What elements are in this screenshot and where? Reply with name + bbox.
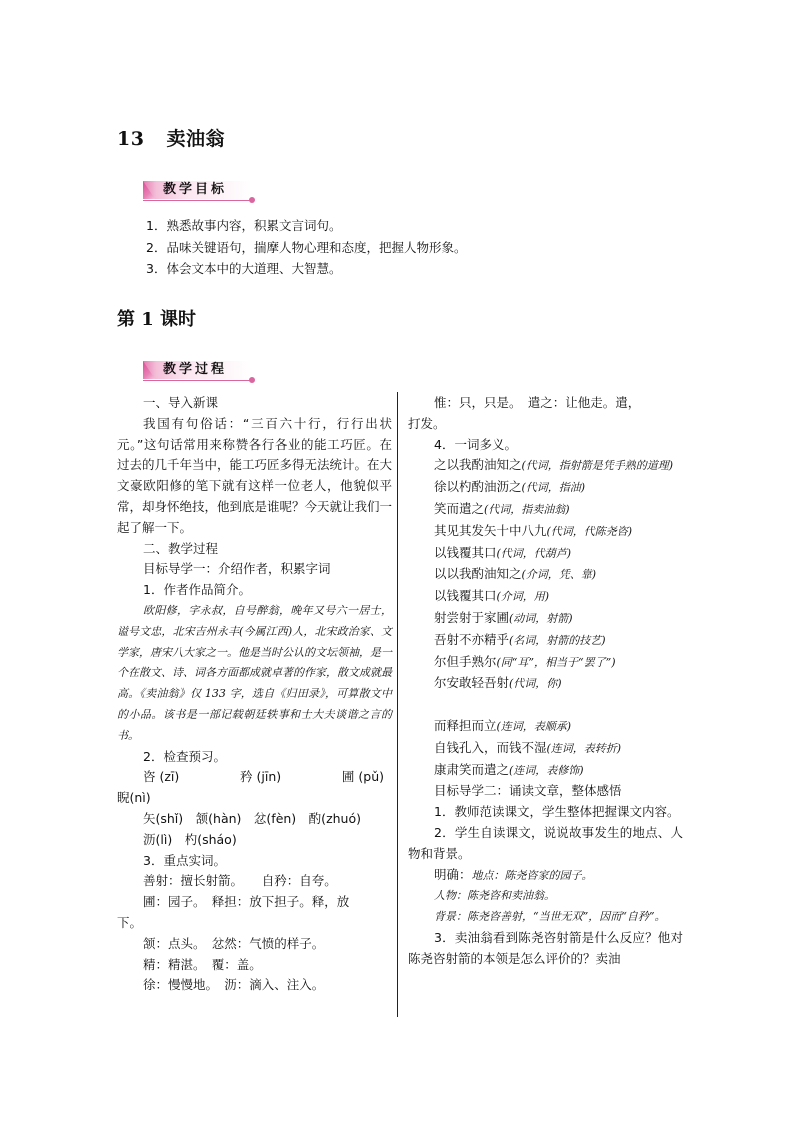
goals-badge [143,181,255,203]
period-title: 第 1 课时 [117,309,197,330]
polysemy-note: (连词，表顺承) [496,719,572,733]
section-heading: 二、教学过程 [143,540,219,556]
pron-item: 圃 (pǔ) [341,769,384,785]
answer-place: 地点：陈尧咨家的园子。 [471,868,593,882]
pronunciation-row: 矢(shǐ) 颔(hàn) 忿(fèn) 酌(zhuó) [143,810,361,826]
polysemy-example: 以钱覆其口 [434,544,497,560]
polysemy-entry [408,521,683,543]
polysemy-note: (代词，指卖油翁) [484,502,570,516]
guide-heading: 目标导学二：诵读文章，整体感悟 [434,783,622,799]
word-def-tail: 打发。 [408,415,446,431]
lesson-title [117,124,225,151]
polysemy-entry [408,564,683,586]
polysemy-entry [408,673,683,695]
polysemy-example: 之以我酌油知之 [434,457,522,473]
polysemy-example: 以以我酌油知之 [434,566,522,582]
polysemy-note: (代词，指射箭是凭手熟的道理) [521,459,674,473]
word-def: 精：精湛。 覆：盖。 [143,956,262,972]
answer-block [408,865,683,887]
polysemy-entry [408,630,683,652]
list-item: 3．卖油翁看到陈尧咨射箭是什么反应？他对陈尧咨射箭的本领是怎么评价的？卖油 [408,929,683,966]
word-def-tail: 下。 [117,914,143,930]
polysemy-entry [408,455,683,477]
goal-item: 1．熟悉故事内容，积累文言词句。 [146,218,342,233]
polysemy-note: (连词，表修饰) [509,763,584,777]
polysemy-example: 徐以杓酌油沥之 [434,479,522,495]
polysemy-note: (动词，射箭) [509,611,573,625]
process-badge-label: 教学过程 [163,362,228,377]
polysemy-note: (名词，射箭的技艺) [509,633,606,647]
polysemy-example: 而释担而立 [434,717,497,733]
guide-heading: 目标导学一：介绍作者，积累字词 [143,561,331,577]
list-item: 2．检查预习。 [143,748,226,764]
polysemy-entry [408,543,683,565]
polysemy-note: (介词，用) [496,590,550,604]
pronunciation-row [117,767,392,788]
polysemy-note: (代词，代葫芦) [496,546,572,560]
word-def: 徐：慢慢地。 沥：滴入、注入。 [143,977,325,993]
answer-people: 人物：陈尧咨和卖油翁。 [434,889,555,903]
polysemy-entry [408,760,683,782]
polysemy-example: 吾射不亦精乎 [434,631,510,647]
process-badge [143,361,255,383]
intro-paragraph: 我国有句俗话：“三百六十行，行行出状元。”这句话常用来称赞各行各业的能工巧匠。在过去的几千年当中，能工巧匠多得无法统计。在大文豪欧阳修的笔下就有这样一位老人，他貌似平常，却身怀绝技，他到底是谁呢？今天就让我们一起了解一下。 [117,415,393,535]
polysemy-note: (同“耳”，相当于“罢了”) [496,655,616,669]
list-item: 4．一词多义。 [434,436,517,452]
pron-item: 咨 (zī) [143,769,180,785]
polysemy-note: (代词，指油) [521,481,586,495]
answer-label: 明确： [434,866,472,882]
polysemy-example: 尔但手熟尔 [434,653,497,669]
column-divider [397,392,398,1017]
pron-item: 矜 (jīn) [240,769,282,785]
lesson-name: 卖油翁 [166,128,225,150]
word-def: 颔：点头。 忿然：气愤的样子。 [143,935,325,951]
polysemy-example: 康肃笑而遣之 [434,761,510,777]
polysemy-entry [408,738,683,760]
polysemy-example: 射尝射于家圃 [434,609,510,625]
word-def: 惟：只，只是。 遣之：让他走。遣， [434,395,641,410]
list-item: 3．重点实词。 [143,852,226,868]
polysemy-note: (介词，凭、靠) [521,568,597,582]
polysemy-entry [408,477,683,499]
word-def: 圃：园子。 释担：放下担子。释，放 [143,894,350,910]
polysemy-note: (代词，代陈尧咨) [546,524,633,538]
goals-list [146,215,466,280]
goal-item: 2．品味关键语句，揣摩人物心理和态度，把握人物形象。 [146,239,467,255]
list-item: 1．作者作品简介。 [143,582,251,598]
answer-background: 背景：陈尧咨善射，“当世无双”，因而“自矜”。 [434,910,666,924]
polysemy-entry [408,608,683,630]
goal-item: 3．体会文本中的大道理、大智慧。 [146,261,342,276]
section-heading: 一、导入新课 [143,395,219,410]
polysemy-example: 尔安敢轻吾射 [434,675,510,691]
list-item: 2．学生自读课文，说说故事发生的地点、人物和背景。 [408,824,683,861]
lesson-number: 13 [117,128,145,150]
polysemy-entry [408,586,683,608]
polysemy-example: 笑而遣之 [434,500,485,516]
polysemy-entry [408,716,683,738]
polysemy-example: 其见其发矢十中八九 [434,522,547,538]
polysemy-entry [408,652,683,674]
pronunciation-row-tail: 睨(nì) [117,790,151,806]
author-note: 欧阳修，字永叔，自号醉翁，晚年又号六一居士，谥号文忠，北宋吉州永丰(今属江西)人，北宋政治家、文学家，唐宋八大家之一。他是当时公认的文坛领袖，是一个在散文、诗、词各方面都成就卓著的作家，散文成就最高。《卖油翁》仅 133 字，选自《归田录》，可算散文中的小品。该书是一部记载朝廷轶事和士大夫谈谐之言的书。 [117,603,392,742]
left-column [117,393,392,996]
word-def: 善射：擅长射箭。 自矜：自夸。 [143,873,337,889]
polysemy-example: 以钱覆其口 [434,588,497,604]
list-item: 1．教师范读课文，学生整体把握课文内容。 [434,804,680,820]
pronunciation-row: 沥(lì) 杓(sháo) [143,831,237,847]
polysemy-note: (代词，你) [509,677,562,691]
right-column [408,393,683,970]
polysemy-note: (连词，表转折) [546,741,622,755]
polysemy-example: 自钱孔入，而钱不湿 [434,739,547,755]
polysemy-entry [408,499,683,521]
goals-badge-label: 教学目标 [163,182,228,197]
